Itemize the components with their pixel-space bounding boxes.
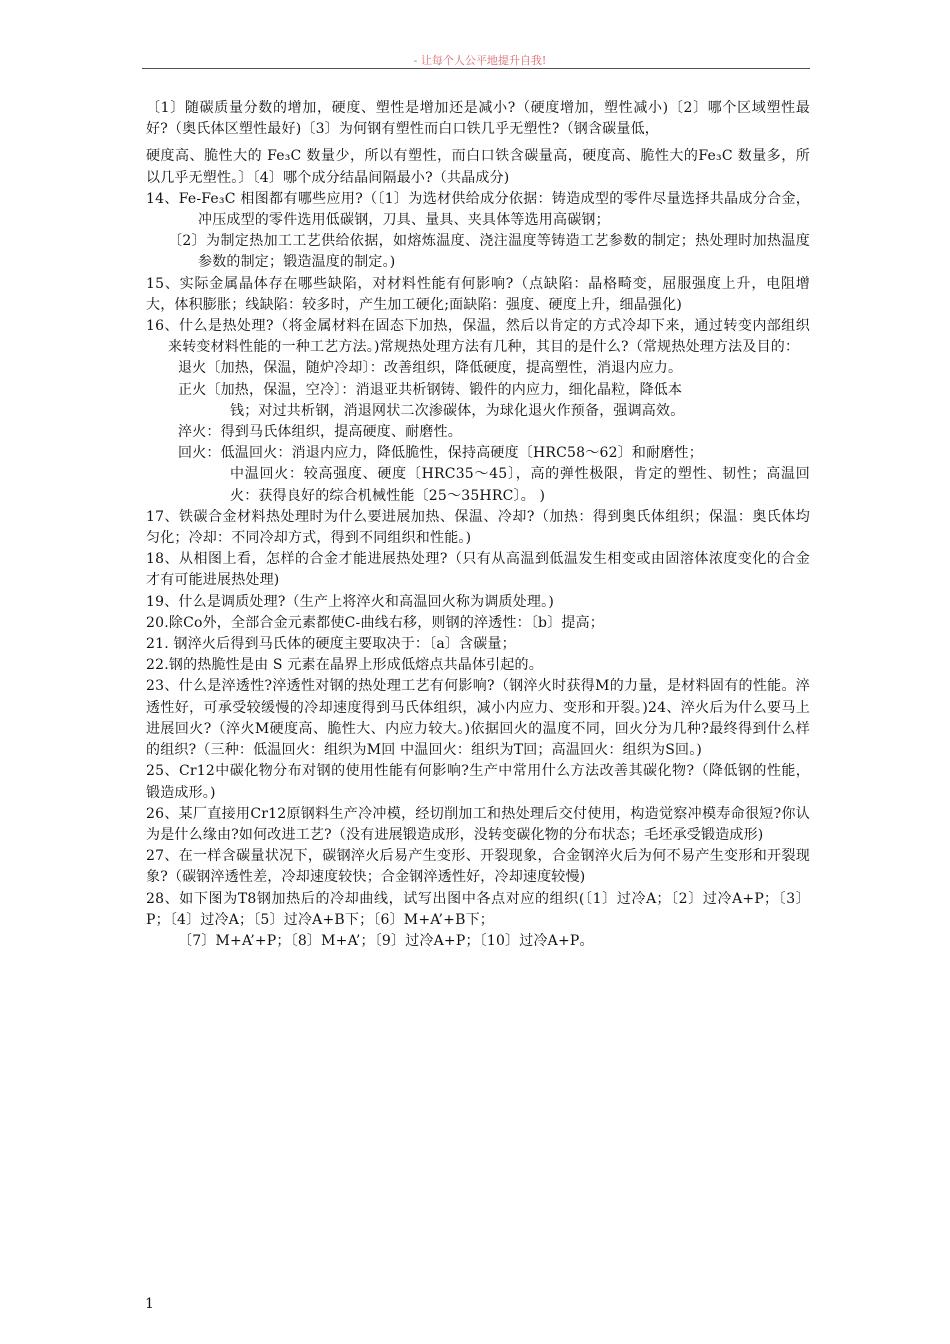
- paragraph-16-tempering-continued: 中温回火：较高强度、硬度〔HRC35～45〕，高的弹性极限，肯定的塑性、韧性；高温回火：获得良好的综合机械性能〔25～35HRC〕。 ): [230, 466, 810, 504]
- paragraph-16-quenching: 淬火：得到马氏体组织，提高硬度、耐磨性。: [178, 424, 462, 441]
- paragraph-17: 17、铁碳合金材料热处理时为什么要进展加热、保温、冷却?（加热：得到奥氏体组织；保温：奥氏体均匀化；冷却：不同冷却方式，得到不同组织和性能。): [146, 508, 810, 547]
- paragraph-18: 18、从相图上看，怎样的合金才能进展热处理?（只有从高温到低温发生相变或由固溶体浓度变化的合金才有可能进展热处理): [146, 551, 810, 589]
- header-watermark: - 让每个人公平地提升自我!: [413, 54, 547, 67]
- header-rule: [142, 68, 810, 69]
- paragraph-14: 14、Fe-Fe₃C 相图都有哪些应用?（〔1〕为选材供给成分依据：铸造成型的零件尽量选择共晶成分合金，冲压成型的零件选用低碳钢，刀具、量具、夹具体等选用高碳钢；: [146, 190, 810, 229]
- paragraph-16-tempering: 回火：低温回火：消退内应力，降低脆性，保持高硬度〔HRC58～62〕和耐磨性；: [178, 445, 703, 462]
- document-body: [146, 98, 810, 952]
- paragraph-22: 22.钢的热脆性是由 S 元素在晶界上形成低熔点共晶体引起的。: [146, 657, 543, 674]
- paragraph-26: 26、某厂直接用Cr12原钢料生产冷冲模，经切削加工和热处理后交付使用，构造觉察冲模寿命很短?你认为是什么缘由?如何改进工艺?（没有进展锻造成形，没转变碳化物的分布状态；毛坯承受锻造成形): [146, 805, 810, 843]
- paragraph-23-24: 23、什么是淬透性?淬透性对钢的热处理工艺有何影响?（钢淬火时获得M的力量，是材料固有的性能。淬透性好，可承受较缓慢的冷却速度得到马氏体组织，减小内应力、变形和开裂。)24、淬火后为什么要马上进展回火?（淬火M硬度高、脆性大、内应力较大。)依据回火的温度不同，回火分为几种?最终得到什么样的组织?（三种：低温回火：组织为M回 中温回火：组织为T回；高温回火：组织为S回。): [146, 678, 810, 759]
- paragraph-13-continued: 硬度高、脆性大的 Fe₃C 数量少，所以有塑性，而白口铁含碳量高，硬度高、脆性大的Fe₃C 数量多，所以几乎无塑性。〕〔4〕哪个成分结晶间隔最小?（共晶成分): [146, 148, 810, 186]
- paragraph-27: 27、在一样含碳量状况下，碳钢淬火后易产生变形、开裂现象，合金钢淬火后为何不易产生变形和开裂现象?（碳钢淬透性差，冷却速度较快；合金钢淬透性好，冷却速度较慢): [146, 848, 810, 886]
- paragraph-13-questions: 〔1〕随碳质量分数的增加，硬度、塑性是增加还是减小?（硬度增加，塑性减小)〔2〕哪个区域塑性最好?（奥氏体区塑性最好)〔3〕为何钢有塑性而白口铁几乎无塑性?（钢含碳量低，: [146, 100, 810, 138]
- paragraph-16-normalizing: 正火〔加热，保温，空冷〕：消退亚共析钢铸、锻件的内应力，细化晶粒，降低本: [178, 381, 683, 398]
- paragraph-25: 25、Cr12中碳化物分布对钢的使用性能有何影响?生产中常用什么方法改善其碳化物?（降低钢的性能，锻造成形。): [146, 763, 810, 801]
- paragraph-14-item-2: 〔2〕为制定热加工工艺供给依据，如熔炼温度、浇注温度等铸造工艺参数的制定；热处理时加热温度参数的制定；锻造温度的制定。): [168, 233, 810, 271]
- paragraph-16-annealing: 退火〔加热，保温，随炉冷却〕：改善组织，降低硬度，提高塑性，消退内应力。: [178, 360, 683, 377]
- paragraph-19: 19、什么是调质处理?（生产上将淬火和高温回火称为调质处理。): [146, 593, 554, 610]
- paragraph-21: 21. 钢淬火后得到马氏体的硬度主要取决于：〔a〕含碳量；: [146, 636, 516, 653]
- paragraph-28-continued: 〔7〕M+A’+P；〔8〕M+A’；〔9〕过冷A+P；〔10〕过冷A+P。: [178, 932, 594, 949]
- paragraph-16-normalizing-continued: 钱；对过共析钢，消退网状二次渗碳体，为球化退火作预备，强调高效。: [230, 402, 685, 419]
- paragraph-28: 28、如下图为T8钢加热后的冷却曲线，试写出图中各点对应的组织(〔1〕过冷A；〔2〕过冷A+P；〔3〕P；〔4〕过冷A；〔5〕过冷A+B下；〔6〕M+A’+B下；: [146, 890, 810, 928]
- paragraph-16: 16、什么是热处理?（将金属材料在固态下加热，保温，然后以肯定的方式冷却下来，通过转变内部组织来转变材料性能的一种工艺方法。)常规热处理方法有几种，其目的是什么?（常规热处理方法及目的：: [146, 318, 810, 356]
- page-number: 1: [145, 1296, 154, 1312]
- paragraph-20: 20.除Co外，全部合金元素都使C-曲线右移，则钢的淬透性：〔b〕提高；: [146, 614, 605, 631]
- paragraph-15: 15、实际金属晶体存在哪些缺陷，对材料性能有何影响?（点缺陷：晶格畸变，屈服强度上升，电阻增大，体积膨胀；线缺陷：较多时，产生加工硬化;面缺陷：强度、硬度上升，细晶强化): [146, 275, 810, 313]
